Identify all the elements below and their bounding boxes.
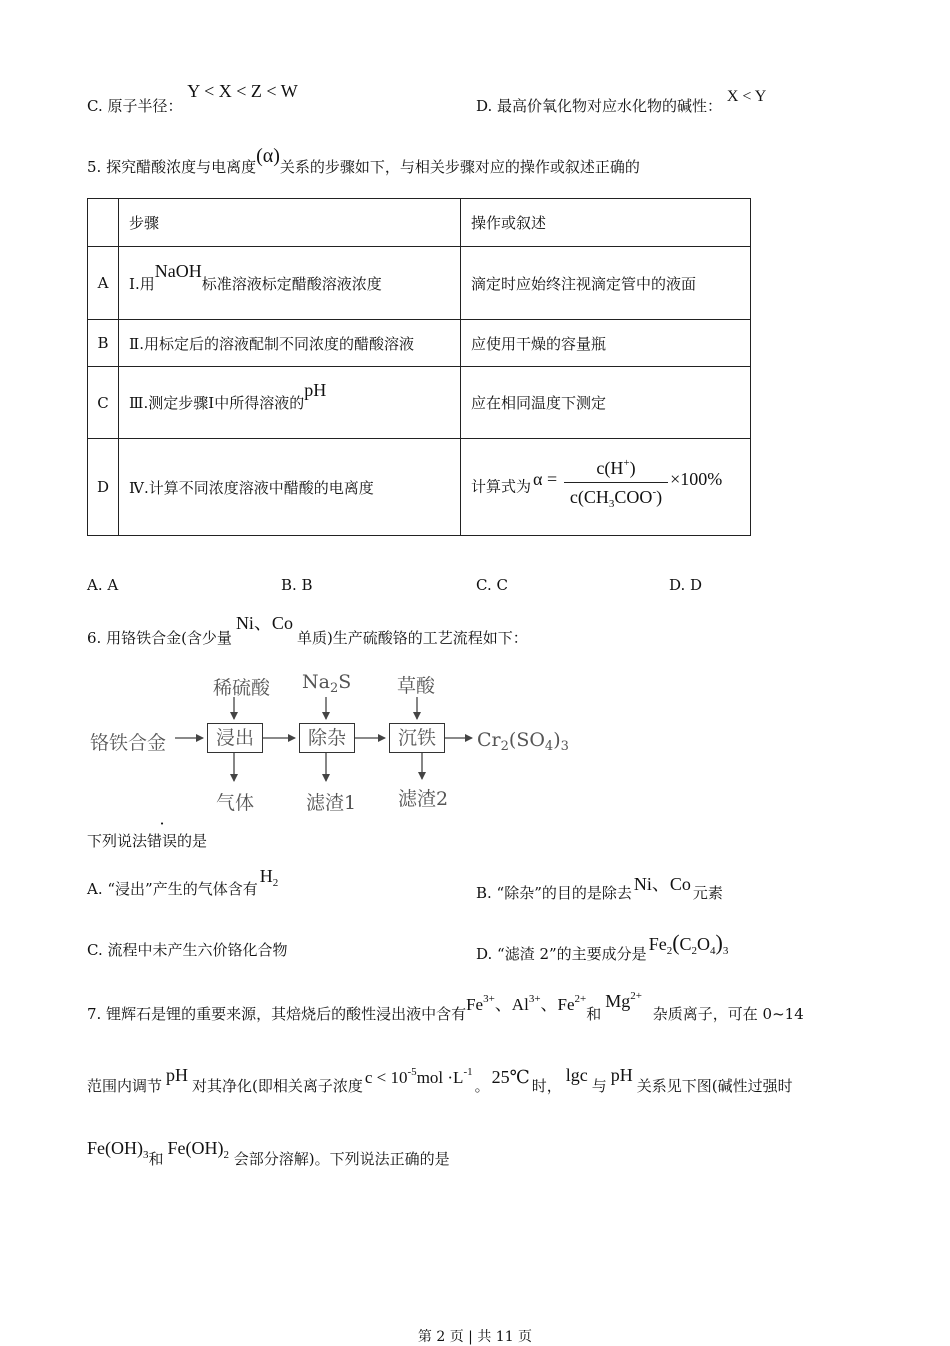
- step-text-b: 标准溶液标定醋酸溶液浓度: [201, 274, 382, 293]
- fraction-numerator: c(H+): [564, 457, 668, 483]
- step-text: Ⅰ.用: [129, 274, 155, 293]
- op-text: 计算式为: [471, 477, 532, 495]
- op-cell: [461, 439, 751, 536]
- q7-ph-1: pH: [166, 1065, 189, 1085]
- q6-option-a-formula: $H_2$: [259, 866, 279, 889]
- op-cell: 应使用干燥的容量瓶: [461, 320, 751, 367]
- q7-lgc: lgc: [565, 1065, 588, 1085]
- denominator-text: c(CH: [569, 486, 609, 507]
- q7-concentration-formula: $c < 10^{-5}mol \cdot L^{-1}$: [364, 1066, 473, 1087]
- q5-stem-alpha: (α): [256, 145, 280, 167]
- flow-box-purify: 除杂: [299, 723, 355, 753]
- step-cell: [119, 367, 461, 439]
- q7-ions-formula: $Fe^{3+}$、$Al^{3+}$、$Fe^{2+}$: [466, 993, 587, 1014]
- q5-option-c: C. C: [476, 576, 508, 594]
- q6-option-b: [476, 874, 723, 904]
- q6-stem-text: 6. 用铬铁合金(含少量: [87, 629, 232, 647]
- table-row: [88, 320, 751, 367]
- q5-option-b: B. B: [281, 576, 313, 594]
- q4-option-d-label: D. 最高价氧化物对应水化物的碱性：: [476, 97, 723, 115]
- q7-line-1: [87, 990, 804, 1024]
- step-cell: Ⅱ.用标定后的溶液配制不同浓度的醋酸溶液: [119, 320, 461, 367]
- row-label: A: [88, 247, 119, 320]
- step-formula: NaOH: [154, 260, 202, 281]
- flow-reagent-2: $Na_2S$: [302, 671, 352, 696]
- table-row: [88, 247, 751, 320]
- table-header-step: 步骤: [119, 199, 461, 247]
- q7-line-2-text-d: 时，: [531, 1077, 562, 1095]
- h2-symbol: H: [259, 866, 273, 886]
- q6-stem-formula: Ni、Co: [235, 613, 293, 633]
- row-label: D: [88, 439, 119, 536]
- q7-line-2-text-b: 对其净化(即相关离子浓度: [192, 1077, 363, 1095]
- q7-feoh3: $Fe(OH)_3$: [87, 1138, 149, 1161]
- step-cell: Ⅳ.计算不同浓度溶液中醋酸的电离度: [119, 439, 461, 536]
- q7-temperature: 25℃: [491, 1067, 530, 1087]
- q4-option-c: [87, 81, 298, 116]
- table-row: [88, 367, 751, 439]
- q7-line-3-and: 和: [148, 1150, 164, 1168]
- step-formula: pH: [304, 380, 327, 400]
- flow-out-residue-2: 滤渣2: [398, 788, 449, 810]
- q7-line-3-text: 会部分溶解)。下列说法正确的是: [233, 1150, 450, 1168]
- table-header-op: 操作或叙述: [461, 199, 751, 247]
- q7-feoh2: $Fe(OH)_2$: [167, 1138, 230, 1161]
- q4-option-c-label: C. 原子半径：: [87, 97, 183, 115]
- q7-line-2-period: 。: [474, 1077, 490, 1095]
- q6-option-b-text: B. “除杂”的目的是除去: [476, 884, 632, 902]
- q7-line-2: [87, 1065, 793, 1096]
- q5-option-d: D. D: [669, 576, 703, 594]
- q6-option-d-formula: $Fe_2(C_2O_4)_3$: [648, 930, 729, 957]
- table-header-row: [88, 199, 751, 247]
- q6-question-text: 下列说法: [87, 832, 148, 850]
- step-text: Ⅲ.测定步骤Ⅰ中所得溶液的: [129, 394, 305, 412]
- q4-option-d: [476, 88, 767, 116]
- q7-line-1-text-c: 杂质离子，可在 0~14: [652, 1005, 804, 1023]
- flow-box-iron: 沉铁: [389, 723, 445, 753]
- flow-reagent-1: 稀硫酸: [213, 677, 271, 699]
- q7-line-1-text: 7. 锂辉石是锂的重要来源，其焙烧后的酸性浸出液中含有: [87, 1005, 467, 1023]
- q6-option-b-formula: Ni、Co: [633, 874, 691, 894]
- denominator-text-b: COO: [614, 486, 653, 507]
- table-cell-empty: [88, 199, 119, 247]
- q7-line-1-and: 和: [586, 1005, 602, 1023]
- q6-stem-text-b: 单质)生产硫酸铬的工艺流程如下：: [296, 629, 528, 647]
- q7-line-3: [87, 1138, 450, 1171]
- flow-reagent-3: 草酸: [397, 675, 436, 697]
- q7-ph-2: pH: [610, 1065, 633, 1085]
- q7-line-2-text-e: 与: [591, 1077, 607, 1095]
- q4-option-c-formula: Y < X < Z < W: [187, 81, 298, 101]
- alpha-symbol: α =: [533, 469, 558, 489]
- q7-line-2-text: 范围内调节: [87, 1077, 163, 1095]
- flow-out-gas: 气体: [216, 792, 255, 814]
- q5-stem-text: 5. 探究醋酸浓度与电离度: [87, 158, 257, 176]
- q5-table: [87, 198, 751, 536]
- q6-option-a-text: A. “浸出”产生的气体含有: [87, 880, 258, 898]
- fe-symbol: Fe: [648, 934, 667, 954]
- q5-option-a: A. A: [87, 576, 119, 594]
- q6-stem: [87, 613, 528, 649]
- q6-option-a: [87, 866, 279, 901]
- q4-option-d-formula: X < Y: [726, 88, 767, 105]
- table-row: [88, 439, 751, 536]
- q5-stem: [87, 145, 640, 178]
- flow-box-leach: 浸出: [207, 723, 263, 753]
- q5-stem-text-b: 关系的步骤如下，与相关步骤对应的操作或叙述正确的: [279, 158, 640, 176]
- op-cell: 滴定时应始终注视滴定管中的液面: [461, 247, 751, 320]
- q7-line-2-text-f: 关系见下图(碱性过强时: [636, 1077, 793, 1095]
- numerator-text: c(H: [596, 457, 624, 478]
- times-100-percent: ×100%: [670, 469, 723, 489]
- row-label: C: [88, 367, 119, 439]
- q6-option-b-text-b: 元素: [692, 884, 723, 902]
- q7-mg-formula: $Mg^{2+}$: [605, 990, 642, 1011]
- step-cell: [119, 247, 461, 320]
- q6-option-c: C. 流程中未产生六价铬化合物: [87, 941, 288, 959]
- q6-question-text-b: 的是: [177, 832, 208, 850]
- flow-start: 铬铁合金: [90, 732, 167, 754]
- fraction: [564, 457, 668, 510]
- op-cell: 应在相同温度下测定: [461, 367, 751, 439]
- fraction-denominator: $c(CH_3COO^-)$: [569, 485, 663, 510]
- flow-out-residue-1: 滤渣1: [306, 792, 357, 814]
- flow-product: $Cr_2(SO_4)_3$: [477, 729, 569, 754]
- q6-question: [87, 830, 207, 851]
- q6-question-emphasis: 错误: [147, 832, 178, 850]
- q6-option-d-text: D. “滤渣 2”的主要成分是: [476, 945, 647, 963]
- row-label: B: [88, 320, 119, 367]
- q6-option-d: [476, 930, 729, 966]
- page-footer: 第 2 页 | 共 11 页: [417, 1329, 533, 1345]
